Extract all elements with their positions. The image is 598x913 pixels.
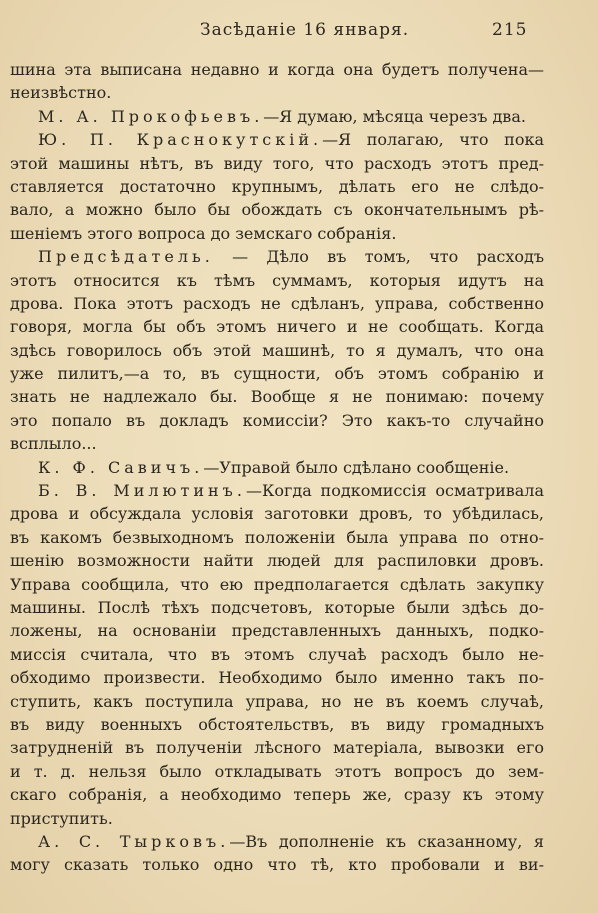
text-line: [10, 479, 544, 502]
text-line: [10, 760, 544, 783]
line-text: вало, а можно было бы обождать съ окончательнымъ рѣ-: [10, 200, 544, 220]
text-line: [10, 596, 544, 619]
line-text: —Управой было сдѣлано сообщеніе.: [203, 457, 510, 477]
text-line: [10, 690, 544, 713]
line-text: въ виду военныхъ обстоятельствъ, въ виду громадныхъ: [10, 714, 544, 734]
text-line: [10, 292, 544, 315]
text-line: [10, 198, 544, 221]
text-line: [10, 807, 544, 830]
line-text: шеніемъ этого вопроса до земскаго собранія.: [10, 223, 397, 243]
line-text: — Дѣло въ томъ, что расходъ: [213, 247, 544, 267]
line-text: могу сказать только одно что тѣ, кто пробовали и ви-: [10, 855, 544, 875]
line-text: Управа сообщила, что ею предполагается сдѣлать закупку: [10, 574, 544, 594]
text-line: [10, 245, 544, 268]
text-line: [10, 385, 544, 408]
line-text: —Я думаю, мѣсяца черезъ два.: [263, 106, 526, 126]
text-line: [10, 58, 544, 81]
text-line: [10, 222, 544, 245]
text-line: [10, 502, 544, 525]
line-text: ложены, на основаніи представленныхъ данныхъ, подко-: [10, 621, 544, 641]
text-line: [10, 783, 544, 806]
line-text: этотъ относится къ тѣмъ суммамъ, которыя идутъ на: [10, 270, 544, 290]
text-line: [10, 362, 544, 385]
speaker-name: Предсѣдатель.: [38, 247, 214, 267]
text-line: [10, 736, 544, 759]
line-text: приступить.: [10, 808, 113, 828]
text-line: [10, 853, 544, 876]
speaker-name: А. С. Тырковъ.: [38, 831, 230, 851]
line-text: и т. д. нельзя было откладывать этотъ вопросъ до зем-: [10, 761, 544, 781]
line-text: миссія считала, что въ этомъ случаѣ расходъ было не-: [10, 644, 544, 664]
line-text: всплыло...: [10, 434, 97, 454]
text-line: [10, 175, 544, 198]
text-line: [10, 128, 544, 151]
text-line: [10, 409, 544, 432]
line-text: шенію возможности найти людей для распиловки дровъ.: [10, 551, 544, 571]
text-line: [10, 269, 544, 292]
line-text: уже пилитъ,—а то, въ сущности, объ этомъ собранію и: [10, 364, 544, 384]
line-text: ступить, какъ поступила управа, но не въ коемъ случаѣ,: [10, 691, 544, 711]
line-text: дрова. Пока этотъ расходъ не сдѣланъ, управа, собственно: [10, 293, 544, 313]
line-text: знать не надлежало бы. Вообще я не понимаю: почему: [10, 387, 544, 407]
text-line: [10, 713, 544, 736]
speaker-name: К. Ф. Савичъ.: [38, 457, 204, 477]
line-text: неизвѣстно.: [10, 83, 112, 103]
line-text: шина эта выписана недавно и когда она будетъ получена—: [10, 60, 544, 79]
text-line: [10, 619, 544, 642]
line-text: —Я полагаю, что пока: [322, 130, 544, 150]
line-text: здѣсь говорилось объ этой машинѣ, то я думалъ, что она: [10, 340, 544, 360]
line-text: обходимо произвести. Необходимо было именно такъ по-: [10, 668, 544, 688]
body-text: [10, 58, 544, 877]
text-line: [10, 339, 544, 362]
page-number: 215: [492, 20, 528, 40]
speaker-name: Ю. П. Краснокутскій.: [38, 130, 323, 150]
line-text: затрудненій въ полученіи лѣсного матеріала, вывозки его: [10, 738, 544, 758]
line-text: ставляется достаточно крупнымъ, дѣлать его не слѣдо-: [10, 176, 544, 196]
line-text: —Когда подкомиссія осматривала: [245, 481, 544, 501]
text-line: [10, 432, 544, 455]
speaker-name: М. А. Прокофьевъ.: [38, 106, 264, 126]
page-header: [0, 18, 598, 44]
text-line: [10, 549, 544, 572]
line-text: это попало въ докладъ комиссіи? Это какъ-то случайно: [10, 410, 544, 430]
line-text: говоря, могла бы объ этомъ ничего и не сообщать. Когда: [10, 317, 544, 337]
line-text: въ какомъ безвыходномъ положеніи была управа по отно-: [10, 527, 544, 547]
text-line: [10, 152, 544, 175]
text-line: [10, 456, 544, 479]
line-text: этой машины нѣтъ, въ виду того, что расходъ этотъ пред-: [10, 153, 544, 173]
line-text: машины. Послѣ тѣхъ подсчетовъ, которые были здѣсь до-: [10, 597, 544, 617]
line-text: скаго собранія, а необходимо теперь же, сразу къ этому: [10, 785, 544, 805]
text-line: [10, 315, 544, 338]
text-line: [10, 666, 544, 689]
text-line: [10, 643, 544, 666]
line-text: —Въ дополненіе къ сказанному, я: [229, 831, 544, 851]
text-line: [10, 573, 544, 596]
text-line: [10, 830, 544, 853]
running-title: Засѣданіе 16 января.: [200, 20, 410, 40]
line-text: дрова и обсуждала условія заготовки дровъ, то убѣдилась,: [10, 504, 544, 524]
text-line: [10, 81, 544, 104]
text-line: [10, 105, 544, 128]
speaker-name: Б. В. Милютинъ.: [38, 481, 246, 501]
text-line: [10, 526, 544, 549]
